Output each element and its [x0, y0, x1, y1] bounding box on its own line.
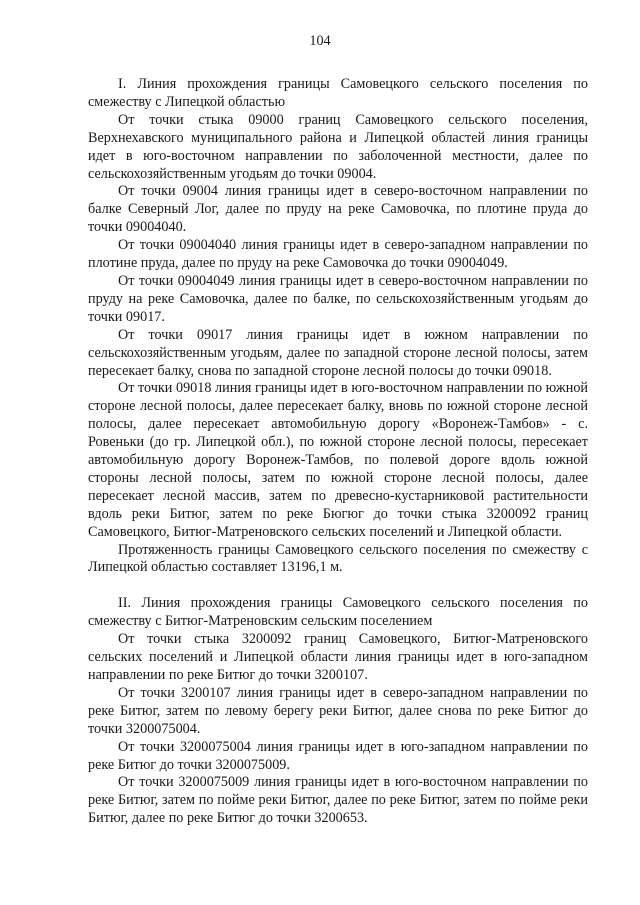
document-body [88, 76, 588, 828]
paragraph: От точки стыка 3200092 границ Самовецкого, Битюг-Матреновского сельских поселений и Липецкой области линия границы идет в юго-западном направлении по реке Битюг до точки 3200107. [88, 631, 588, 683]
paragraph: От точки 09004040 линия границы идет в северо-западном направлении по плотине пруда, далее по пруду на реке Самовочка до точки 09004049. [88, 237, 588, 272]
paragraph: От точки 09018 линия границы идет в юго-восточном направлении по южной стороне лесной полосы, далее пересекает балку, вновь по южной стороне лесной полосы, далее пересекает автомобильную дорогу «Воронеж-Тамбов» - с. Ровеньки (до гр. Липецкой обл.), по южной стороне лесной полосы, пересекает автомобильную дорогу Воронеж-Тамбов, по полевой дороге вдоль южной стороны лесной полосы, затем по южной стороне лесной полосы, далее пересекает лесной массив, затем по древесно-кустарниковой растительности вдоль реки Битюг, затем по реке Бюгюг до точки стыка 3200092 границ Самовецкого, Битюг-Матреновского сельских поселений и Липецкой области. [88, 380, 588, 540]
page-number: 104 [309, 33, 331, 49]
paragraph: От точки 09017 линия границы идет в южном направлении по сельскохозяйственным угодьям, далее по западной стороне лесной полосы, затем пересекает балку, снова по западной стороне лесной полосы до точки 09018. [88, 326, 588, 379]
paragraph: От точки 09004 линия границы идет в северо-восточном направлении по балке Северный Лог, далее по пруду на реке Самовочка, по плотине пруда до точки 09004040. [88, 183, 588, 236]
paragraph: От точки 09004049 линия границы идет в северо-восточном направлении по пруду на реке Самовочка, далее по балке, по сельскохозяйственным угодьям до точки 09017. [88, 272, 588, 325]
paragraph: От точки стыка 09000 границ Самовецкого сельского поселения, Верхнехавского муниципального района и Липецкой областей линия границы идет в юго-восточном направлении по заболоченной местности, далее по сельскохозяйственным угодьям до точки 09004. [88, 111, 588, 182]
section-heading: I. Линия прохождения границы Самовецкого сельского поселения по смежеству с Липецкой областью [88, 76, 588, 110]
section-2 [88, 595, 588, 828]
section-heading: II. Линия прохождения границы Самовецкого сельского поселения по смежеству с Битюг-Матреновским сельским поселением [88, 595, 588, 630]
section-1 [88, 76, 588, 577]
paragraph: Протяженность границы Самовецкого сельского поселения по смежеству с Липецкой областью составляет 13196,1 м. [88, 541, 588, 576]
paragraph: От точки 3200075009 линия границы идет в юго-восточном направлении по реке Битюг, затем по пойме реки Битюг, далее по реке Битюг, затем по пойме реки Битюг, далее по реке Битюг до точки 3200653. [88, 774, 588, 827]
paragraph: От точки 3200075004 линия границы идет в юго-западном направлении по реке Битюг до точки 3200075009. [88, 738, 588, 773]
paragraph: От точки 3200107 линия границы идет в северо-западном направлении по реке Битюг, затем по левому берегу реки Битюг, далее снова по реке Битюг до точки 3200075004. [88, 684, 588, 737]
